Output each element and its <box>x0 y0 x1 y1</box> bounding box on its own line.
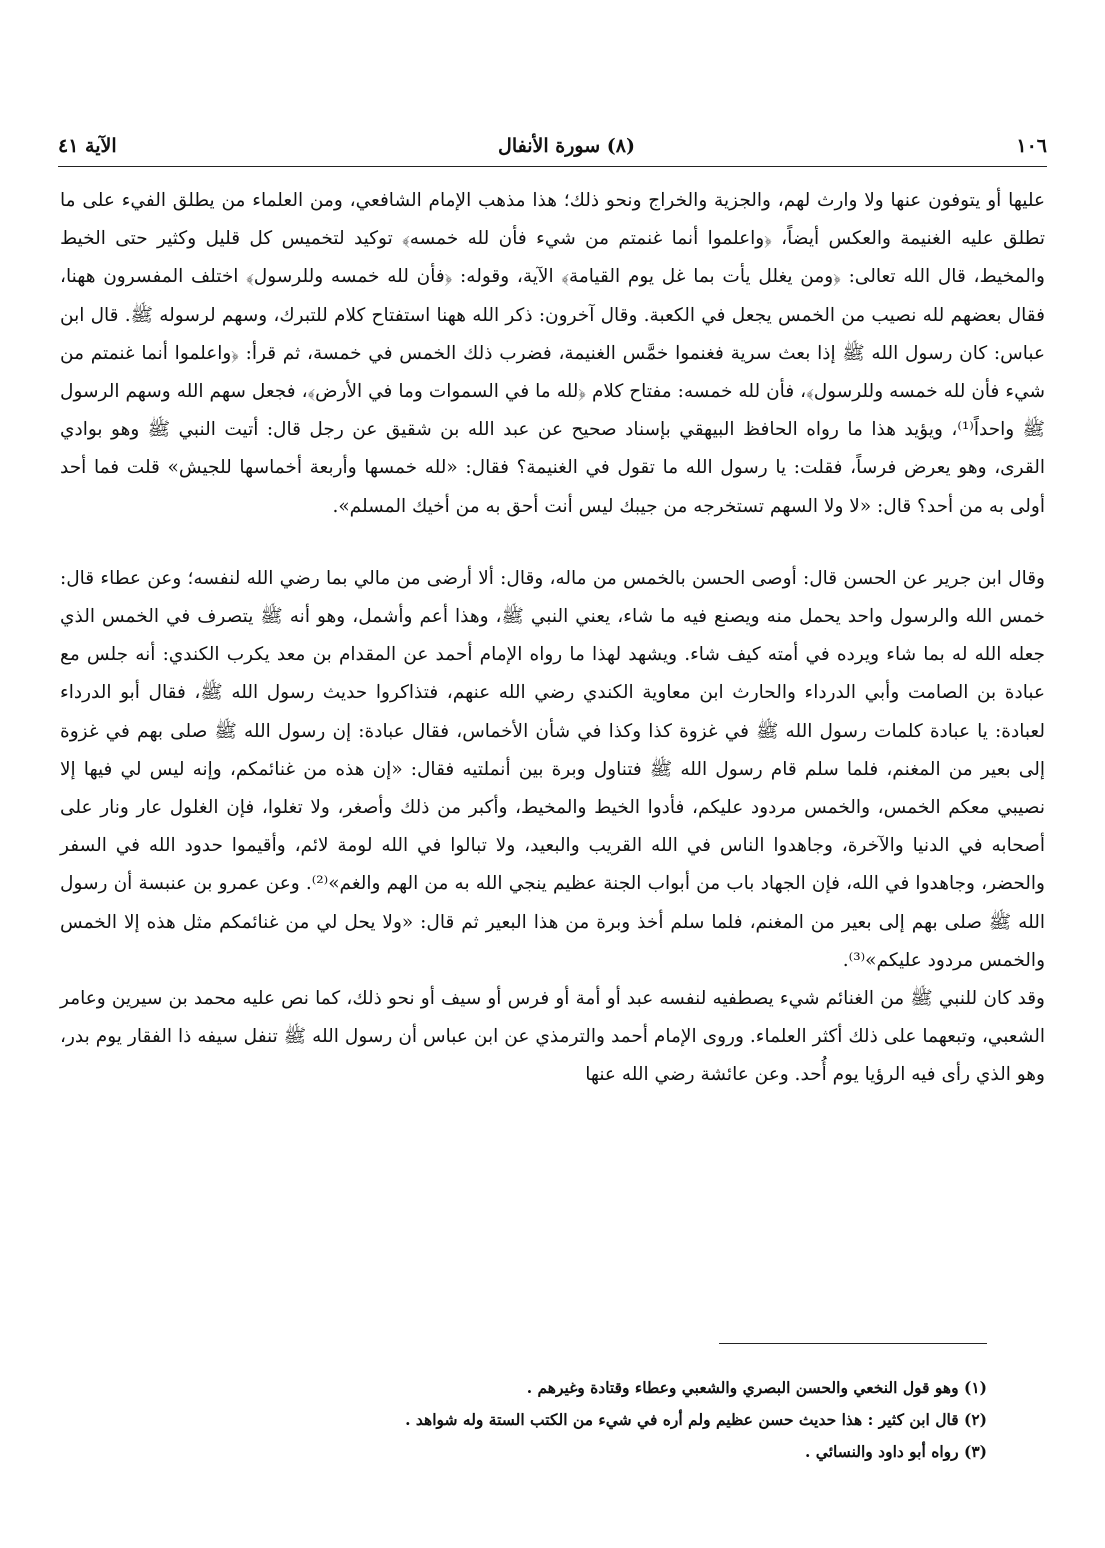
page-number: ١٠٦ <box>1016 135 1047 157</box>
page-header <box>58 128 1047 164</box>
paragraph: وقد كان للنبي ﷺ من الغنائم شيء يصطفيه لنفسه عبد أو أمة أو فرس أو سيف أو نحو ذلك، كما نص عليه محمد بن سيرين وعامر الشعبي، وتبعهما على ذلك أكثر العلماء. وروى الإمام أحمد والترمذي عن ابن عباس أن رسول الله ﷺ تنفل سيفه ذا الفقار يوم بدر، وهو الذي رأى فيه الرؤيا يوم أُحد. وعن عائشة رضي الله عنها <box>60 988 1045 1086</box>
footnote: (١) وهو قول النخعي والحسن البصري والشعبي وعطاء وقتادة وغيرهم . <box>526 1378 987 1397</box>
main-text <box>60 182 1045 1095</box>
paragraph: عليها أو يتوفون عنها ولا وارث لهم، والجزية والخراج ونحو ذلك؛ هذا مذهب الإمام الشافعي، ومن العلماء من يطلق الفيء على ما تطلق عليه الغنيمة والعكس أيضاً، ﴿واعلموا أنما غنمتم من شيء فأن لله خمسه﴾ توكيد لتخميس كل قليل وكثير حتى الخيط والمخيط، قال الله تعالى: ﴿ومن يغلل يأت بما غل يوم القيامة﴾ الآية، وقوله: ﴿فأن لله خمسه وللرسول﴾ اختلف المفسرون ههنا، فقال بعضهم لله نصيب من الخمس يجعل في الكعبة. وقال آخرون: ذكر الله ههنا استفتاح كلام للتبرك، وسهم لرسوله ﷺ. قال ابن عباس: كان رسول الله ﷺ إذا بعث سرية فغنموا خمَّس الغنيمة، فضرب ذلك الخمس في خمسة، ثم قرأ: ﴿واعلموا أنما غنمتم من شيء فأن لله خمسه وللرسول﴾، فأن لله خمسه: مفتاح كلام ﴿لله ما في السموات وما في الأرض﴾، فجعل سهم الله وسهم الرسول ﷺ واحداً⁽¹⁾، ويؤيد هذا ما رواه الحافظ البيهقي بإسناد صحيح عن عبد الله بن شقيق عن رجل قال: أتيت النبي ﷺ وهو بوادي القرى، وهو يعرض فرساً، فقلت: يا رسول الله ما تقول في الغنيمة؟ فقال: «لله خمسها وأربعة أخماسها للجيش» قلت فما أحد أولى به من أحد؟ قال: «لا ولا السهم تستخرجه من جيبك ليس أنت أحق به من أخيك المسلم». <box>60 190 1046 517</box>
footnote: (٣) رواه أبو داود والنسائي . <box>805 1442 987 1461</box>
verse-label: الآية ٤١ <box>58 135 117 157</box>
footnote-divider <box>719 1343 987 1344</box>
footnote: (٢) قال ابن كثير : هذا حديث حسن عظيم ولم أره في شيء من الكتب الستة وله شواهد . <box>405 1410 987 1429</box>
header-divider <box>58 166 1047 167</box>
surah-title: (٨) سورة الأنفال <box>498 135 635 157</box>
paragraph: وقال ابن جرير عن الحسن قال: أوصى الحسن بالخمس من ماله، وقال: ألا أرضى من مالي بما رضي الله لنفسه؛ وعن عطاء قال: خمس الله والرسول واحد يحمل منه ويصنع فيه ما شاء، يعني النبي ﷺ، وهذا أعم وأشمل، وهو أنه ﷺ يتصرف في الخمس الذي جعله الله له بما شاء ويرده في أمته كيف شاء. ويشهد لهذا ما رواه الإمام أحمد عن المقدام بن معد يكرب الكندي: أنه جلس مع عبادة بن الصامت وأبي الدرداء والحارث ابن معاوية الكندي رضي الله عنهم، فتذاكروا حديث رسول الله ﷺ، فقال أبو الدرداء لعبادة: يا عبادة كلمات رسول الله ﷺ في غزوة كذا وكذا في شأن الأخماس، فقال عبادة: إن رسول الله ﷺ صلى بهم في غزوة إلى بعير من المغنم، فلما سلم قام رسول الله ﷺ فتناول وبرة بين أنملتيه فقال: «إن هذه من غنائمكم، وإنه ليس لي فيها إلا نصيبي معكم الخمس، والخمس مردود عليكم، فأدوا الخيط والمخيط، وأكبر من ذلك وأصغر، ولا تغلوا، فإن الغلول عار ونار على أصحابه في الدنيا والآخرة، وجاهدوا الناس في الله القريب والبعيد، ولا تبالوا في الله لومة لائم، وأقيموا حدود الله في السفر والحضر، وجاهدوا في الله، فإن الجهاد باب من أبواب الجنة عظيم ينجي الله به من الهم والغم»⁽²⁾. وعن عمرو بن عنبسة أن رسول الله ﷺ صلى بهم إلى بعير من المغنم، فلما سلم أخذ وبرة من هذا البعير ثم قال: «ولا يحل لي من غنائمكم مثل هذه إلا الخمس والخمس مردود عليكم»⁽³⁾. <box>60 567 1045 971</box>
footnotes <box>60 1372 987 1468</box>
